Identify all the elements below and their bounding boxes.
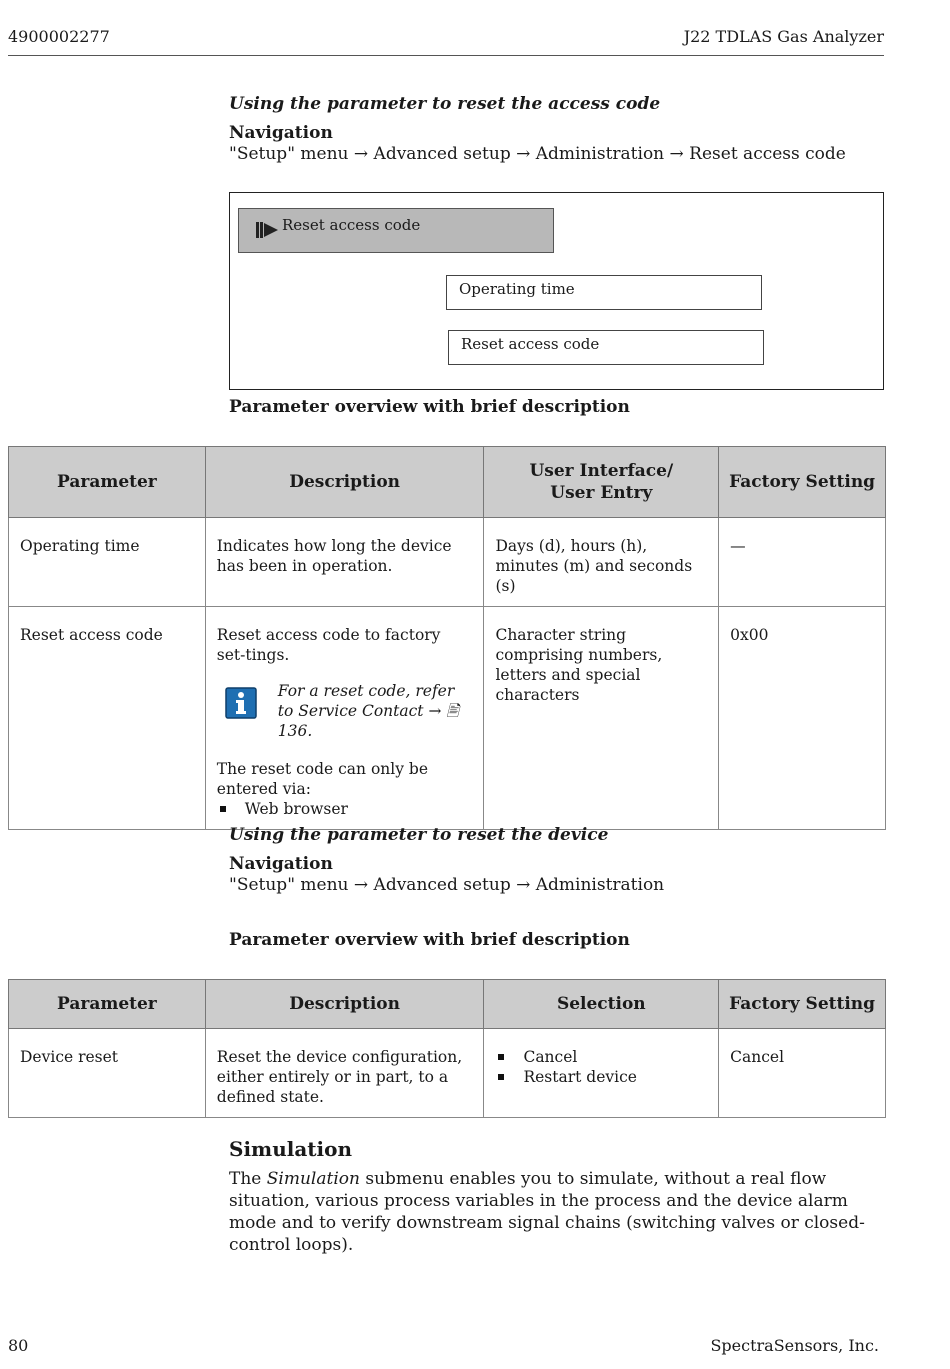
table-row [9, 1029, 886, 1118]
param-cell: Reset access code [9, 607, 206, 830]
desc-cell [205, 607, 484, 830]
param-cell: Operating time [9, 518, 206, 607]
overview-title: Parameter overview with brief description [229, 397, 630, 417]
col-header: Factory Setting [719, 447, 886, 518]
desc-cell: Reset the device configuration, either entirely or in part, to a defined state. [205, 1029, 484, 1118]
submenu-header [238, 208, 554, 253]
desc-cell: Indicates how long the device has been in operation. [205, 518, 484, 607]
bullet-icon [220, 806, 226, 812]
company-name: SpectraSensors, Inc. [710, 1336, 879, 1355]
list-item [217, 799, 474, 819]
option-label: Restart device [523, 1068, 637, 1086]
col-header: Parameter [9, 447, 206, 518]
section-heading: Using the parameter to reset the device [229, 825, 609, 845]
overview-title: Parameter overview with brief description [229, 930, 630, 950]
param-cell: Device reset [9, 1029, 206, 1118]
submenu-icon [255, 221, 279, 239]
col-header: Factory Setting [719, 980, 886, 1029]
ui-cell: Days (d), hours (h), minutes (m) and seconds (s) [484, 518, 719, 607]
section-heading: Using the parameter to reset the access code [229, 94, 661, 114]
parameter-table-device [8, 979, 886, 1118]
info-note-text: For a reset code, refer to Service Contact → 🖹 136. [277, 682, 459, 740]
col-header-line: User Entry [550, 483, 653, 503]
info-icon [225, 687, 257, 719]
page-number: 80 [8, 1336, 29, 1355]
parameter-table-access [8, 446, 886, 830]
menu-item-operating-time[interactable]: Operating time [446, 275, 762, 310]
simulation-body [229, 1168, 889, 1256]
navigation-label: Navigation [229, 854, 333, 874]
col-header: Parameter [9, 980, 206, 1029]
table-header-row [9, 447, 886, 518]
factory-cell: — [719, 518, 886, 607]
col-header-line: User Interface/ [529, 461, 674, 481]
navigation-path: "Setup" menu → Advanced setup → Administration → Reset access code [229, 144, 846, 164]
factory-cell: 0x00 [719, 607, 886, 830]
selection-cell [484, 1029, 719, 1118]
section-reset-device [229, 825, 889, 895]
simulation-body-em: Simulation [266, 1169, 360, 1189]
menu-diagram [229, 192, 884, 390]
col-header: Selection [484, 980, 719, 1029]
navigation-label: Navigation [229, 123, 333, 143]
table-row [9, 518, 886, 607]
header-divider [8, 55, 884, 56]
ui-cell: Character string comprising numbers, letters and special characters [484, 607, 719, 830]
submenu-label: Reset access code [282, 216, 421, 234]
section-reset-access-code [229, 94, 889, 164]
col-header [484, 447, 719, 518]
list-item [495, 1067, 708, 1087]
doc-number: 4900002277 [8, 27, 110, 46]
info-note [225, 681, 474, 741]
factory-cell: Cancel [719, 1029, 886, 1118]
table-row [9, 607, 886, 830]
desc-text: Reset access code to factory set-tings. [216, 626, 441, 664]
desc-text-2: The reset code can only be entered via: [216, 760, 428, 798]
option-label: Cancel [523, 1048, 578, 1066]
list-item-label: Web browser [244, 800, 348, 818]
simulation-body-pre: The [229, 1169, 267, 1189]
navigation-path: "Setup" menu → Advanced setup → Administration [229, 875, 665, 895]
simulation-body-post: submenu enables you to simulate, without a real flow situation, various process variables in the process and the device alarm mode and to verify downstream signal chains (switching valves or closed-control loops). [229, 1169, 865, 1255]
table-header-row [9, 980, 886, 1029]
col-header: Description [205, 980, 484, 1029]
col-header: Description [205, 447, 484, 518]
simulation-title: Simulation [229, 1137, 353, 1161]
bullet-icon [498, 1054, 504, 1060]
bullet-icon [498, 1074, 504, 1080]
menu-item-reset-access-code[interactable]: Reset access code [448, 330, 764, 365]
doc-title: J22 TDLAS Gas Analyzer [683, 27, 884, 46]
list-item [495, 1047, 708, 1067]
